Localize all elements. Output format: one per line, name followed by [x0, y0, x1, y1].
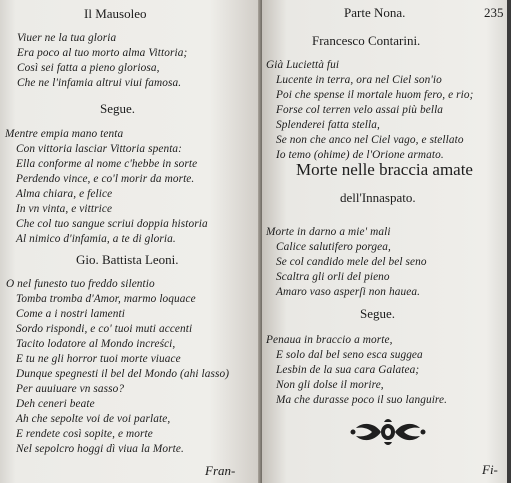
verse-line: Ah che sepolte voi de voi parlate,	[16, 413, 171, 425]
verse-line: Splenderei fatta stella,	[276, 119, 380, 131]
right-page	[262, 0, 511, 483]
page-number: 235	[484, 5, 504, 20]
verse-line: Ella conforme al nome c'hebbe in sorte	[16, 158, 198, 170]
running-header-right: Parte Nona.	[344, 5, 406, 20]
verse-line: Tomba tromba d'Amor, marmo loquace	[16, 293, 196, 305]
verse-line: Forse col terren velo assai più bella	[276, 104, 444, 116]
verse-line: E tu ne gli horror tuoi morte viuace	[16, 353, 181, 365]
author-heading-right: Francesco Contarini.	[312, 33, 421, 48]
catchword-right: Fi-	[482, 462, 498, 477]
verse-line: Così sei fatta a pieno gloriosa,	[17, 62, 160, 74]
verse-line: Sordo rispondi, e co' tuoi muti accenti	[16, 323, 193, 335]
verse-line: Dunque spegnesti il bel del Mondo (ahi lasso)	[16, 368, 230, 380]
verse-line: Se col candido mele del bel seno	[276, 256, 427, 268]
verse-line: O nel funesto tuo freddo silentio	[6, 278, 155, 290]
verse-line: Per auuiuare vn sasso?	[16, 383, 125, 395]
verse-line: Morte in darno a mie' mali	[266, 226, 391, 238]
verse-line: Alma chiara, e felice	[16, 188, 113, 200]
verse-line: Penaua in braccio a morte,	[266, 334, 393, 346]
poem-title: Morte nelle braccia amate	[296, 160, 473, 179]
poem-subtitle: dell'Innaspato.	[340, 190, 416, 205]
verse-line: Se non che anco nel Ciel vago, e stellato	[276, 134, 464, 146]
verse-line: Già Luciettà fui	[266, 59, 340, 71]
verse-line: Io temo (ohime) de l'Orione armato.	[276, 149, 444, 161]
verse-line: Che ne l'infamia altrui viui famosa.	[17, 77, 182, 89]
verse-line: In vn vinta, e vittrice	[16, 203, 113, 215]
verse-line: Lesbin de la sua cara Galatea;	[276, 364, 420, 376]
segue-heading-right: Segue.	[360, 306, 396, 321]
verse-line: Non gli dolse il morire,	[276, 379, 384, 391]
verse-line: Ma che durasse poco il suo languire.	[276, 394, 448, 406]
verse-line: Perdendo vince, e co'l morir da morte.	[16, 173, 195, 185]
verse-line: E solo dal bel seno esca suggea	[276, 349, 423, 361]
catchword-left: Fran-	[205, 463, 236, 478]
author-heading-left: Gio. Battista Leoni.	[76, 252, 179, 267]
verse-line: Mentre empia mano tenta	[5, 128, 124, 140]
verse-line: Scaltra gli orli del pieno	[276, 271, 390, 283]
verse-line: Come a i nostri lamenti	[16, 308, 125, 320]
verse-line: Era poco al tuo morto alma Vittoria;	[17, 47, 188, 59]
verse-line: Calice salutifero porgea,	[276, 241, 391, 253]
segue-heading-left: Segue.	[100, 101, 136, 116]
verse-line: Tacito lodatore al Mondo increści,	[16, 338, 176, 350]
verse-line: Viuer ne la tua gloria	[17, 32, 117, 44]
verse-line: Che col tuo sangue scriui doppia historia	[16, 218, 208, 230]
verse-line: E rendete così sopite, e morte	[16, 428, 153, 440]
verse-line: Con vittoria lasciar Vittoria spenta:	[16, 143, 183, 155]
verse-line: Poi che spense il mortale huom fero, e rio;	[276, 89, 474, 101]
book-edge-right	[507, 0, 511, 483]
verse-line: Deh ceneri beate	[16, 398, 95, 410]
floral-tailpiece-icon	[350, 418, 426, 446]
verse-line: Amaro vaso asperſi non hauea.	[276, 286, 420, 298]
verse-line: Lucente in terra, ora nel Ciel son'io	[276, 74, 442, 86]
verse-line: Nel sepolcro hoggi dì viua la Morte.	[16, 443, 184, 455]
running-header-left: Il Mausoleo	[84, 6, 147, 21]
verse-line: Al nimico d'infamia, a te di gloria.	[16, 233, 176, 245]
